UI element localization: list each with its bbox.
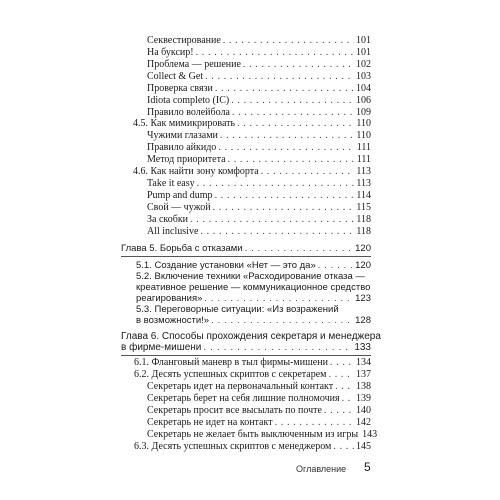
- toc-entry-title: 5.1. Создание установки «Нет — это да»: [136, 260, 316, 271]
- toc-entry-title: Проблема — решение: [147, 59, 241, 70]
- chapter-page: 120: [355, 243, 371, 254]
- toc-entry-title: Правило волейбола: [147, 107, 230, 118]
- toc-entry-page: 140: [356, 405, 371, 416]
- toc-entry: [147, 214, 371, 226]
- toc-entry-title: 6.3. Десять успешных скриптов с менеджером: [134, 441, 332, 452]
- toc-entry-title: в возможности!»: [136, 315, 210, 326]
- toc-entry-page: 139: [356, 393, 371, 404]
- toc-entry-page: 106: [356, 95, 371, 106]
- dot-leader: [335, 381, 354, 393]
- toc-entry: [147, 47, 371, 59]
- toc-entry-title: Правило айкидо: [147, 142, 217, 153]
- toc-entry-title: All inclusive: [147, 226, 199, 237]
- dot-leader: [190, 214, 354, 226]
- toc-entry-page: 115: [356, 202, 371, 213]
- toc-entry-page: 110: [356, 130, 371, 141]
- toc-entry-page: 110: [356, 118, 371, 129]
- toc-entry: [147, 381, 371, 393]
- toc-entry-title: Секретарь не желает быть выключенным из игры: [147, 429, 359, 440]
- toc-entry: [147, 178, 371, 190]
- toc-entry-title: Чужими глазами: [147, 130, 218, 141]
- toc-entry-title: Секретарь берет на себя лишние полномочия: [147, 393, 340, 404]
- dot-leader: [203, 342, 352, 354]
- toc-entry: [147, 405, 371, 417]
- toc-section-line: креативное решение — коммуникационное средство: [136, 282, 371, 293]
- dot-leader: [215, 190, 355, 202]
- toc-entry: [147, 71, 371, 83]
- toc-entry: [147, 190, 371, 202]
- toc-entry-page: 143: [362, 429, 378, 440]
- toc-entry-page: 118: [356, 226, 371, 237]
- dot-leader: [228, 154, 355, 166]
- toc-section: [134, 357, 371, 369]
- toc-entry: [147, 130, 371, 142]
- toc-entry-title: Pump and dump: [147, 190, 213, 201]
- toc-entry: [147, 154, 371, 166]
- toc-entry-page: 101: [356, 35, 371, 46]
- dot-leader: [218, 142, 354, 154]
- chapter-title: в фирме-мишени: [121, 342, 202, 353]
- dot-leader: [324, 405, 354, 417]
- toc-entry-title: 4.5. Как мимикрировать: [133, 118, 236, 129]
- chapter-page: 133: [354, 342, 371, 353]
- toc-entry-page: 123: [355, 293, 371, 304]
- dot-leader: [329, 369, 355, 381]
- dot-leader: [223, 35, 354, 47]
- toc-entry-page: 104: [356, 83, 371, 94]
- dot-leader: [215, 83, 354, 95]
- toc-entry-title: Секретарь идет на первоначальный контакт: [147, 381, 334, 392]
- toc-entry-title: На буксир!: [147, 47, 194, 58]
- toc-entry-title: За скобки: [147, 214, 189, 225]
- dot-leader: [330, 357, 354, 369]
- dot-leader: [243, 59, 354, 71]
- toc-entry: [147, 417, 371, 429]
- toc-entry: [147, 429, 378, 441]
- running-footer-label: Оглавление: [296, 464, 347, 474]
- toc-entry-page: 114: [356, 190, 371, 201]
- toc-entry-title: Take it easy: [147, 178, 195, 189]
- dot-leader: [197, 178, 355, 190]
- dot-leader: [237, 118, 354, 130]
- chapter-heading: [121, 243, 371, 255]
- toc-entry-title: Метод приоритета: [147, 154, 226, 165]
- page-number: 5: [364, 460, 371, 474]
- toc-section: [133, 166, 371, 178]
- toc-entry-page: 128: [355, 315, 371, 326]
- toc-entry-page: 113: [356, 178, 371, 189]
- dot-leader: [196, 47, 354, 59]
- dot-leader: [245, 243, 354, 255]
- dot-leader: [205, 71, 354, 83]
- toc-section-line: 5.3. Переговорные ситуации: «Из возражений: [136, 304, 339, 315]
- dot-leader: [275, 417, 354, 429]
- toc-entry: [147, 59, 371, 71]
- toc-entry-title: Проверка связи: [147, 83, 213, 94]
- toc-entry-title: Свой — чужой: [147, 202, 211, 213]
- dot-leader: [333, 441, 354, 453]
- toc-entry-page: 111: [356, 154, 371, 165]
- chapter-divider: [121, 256, 371, 257]
- dot-leader: [342, 393, 354, 405]
- toc-entry: [147, 142, 371, 154]
- toc-entry-title: 6.1. Фланговый маневр в тыл фирмы-мишени: [134, 357, 328, 368]
- toc-entry-page: 118: [356, 214, 371, 225]
- toc-entry-page: 103: [356, 71, 371, 82]
- toc-entry: [147, 202, 371, 214]
- toc-entry-page: 111: [356, 142, 371, 153]
- dot-leader: [220, 130, 354, 142]
- toc-entry-title: Секретарь не идет на контакт: [147, 417, 273, 428]
- toc-entry-title: Секретарь просит все высылать по почте: [147, 405, 322, 416]
- toc-section: [134, 369, 371, 381]
- toc-entry-page: 142: [356, 417, 371, 428]
- toc-entry-page: 137: [356, 369, 371, 380]
- dot-leader: [200, 226, 354, 238]
- toc-entry-title: реагирования»: [136, 293, 203, 304]
- toc-section: [133, 118, 371, 130]
- toc-entry-title: Idiota completo (IC): [147, 95, 230, 106]
- toc-entry-page: 109: [356, 107, 371, 118]
- toc-entry-page: 102: [356, 59, 371, 70]
- toc-section: [134, 441, 371, 453]
- toc-entry: [147, 393, 371, 405]
- toc-entry-page: 120: [355, 260, 371, 271]
- toc-entry: [147, 226, 371, 238]
- toc-entry-title: 6.2. Десять успешных скриптов с секретарем: [134, 369, 327, 380]
- dot-leader: [213, 202, 355, 214]
- toc-entry: [147, 95, 371, 107]
- dot-leader: [261, 166, 355, 178]
- toc-entry-title: 4.6. Как найти зону комфорта: [133, 166, 259, 177]
- toc-entry-page: 113: [356, 166, 371, 177]
- toc-entry-title: Секвестирование: [147, 35, 221, 46]
- dot-leader: [231, 95, 354, 107]
- chapter-divider: [121, 355, 371, 356]
- toc-entry-title: Collect & Get: [147, 71, 204, 82]
- chapter-heading: [121, 342, 371, 354]
- toc-entry-page: 134: [356, 357, 371, 368]
- toc-entry: [147, 83, 371, 95]
- toc-entry-page: 138: [356, 381, 371, 392]
- chapter-title-line: Глава 6. Способы прохождения секретаря и менеджера: [121, 331, 381, 342]
- toc-section-line: 5.2. Включение техники «Расходирование отказа —: [136, 271, 365, 282]
- toc-entry-page: 145: [356, 441, 371, 452]
- toc-entry: [147, 35, 371, 47]
- toc-entry-page: 101: [356, 47, 371, 58]
- chapter-title: Глава 5. Борьба с отказами: [121, 243, 243, 254]
- dot-leader: [211, 315, 353, 327]
- toc-section: [136, 315, 371, 327]
